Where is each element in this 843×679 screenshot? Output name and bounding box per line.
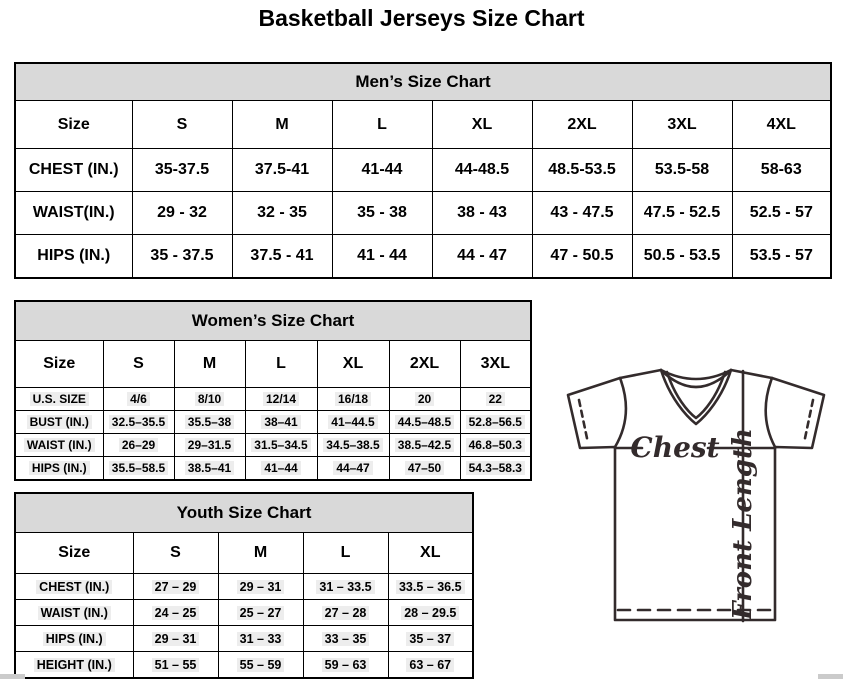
youth-header-row bbox=[15, 533, 473, 574]
size-cell: 38–41 bbox=[245, 411, 317, 434]
size-cell: 44–47 bbox=[317, 457, 389, 481]
womens-col-3xl: 3XL bbox=[460, 341, 531, 388]
youth-col-size: Size bbox=[15, 533, 133, 574]
size-cell: 35 - 38 bbox=[332, 192, 432, 235]
youth-chest-row bbox=[15, 574, 473, 600]
mens-waist-row bbox=[15, 192, 831, 235]
size-cell: 44.5–48.5 bbox=[389, 411, 460, 434]
size-cell: 38.5–41 bbox=[174, 457, 245, 481]
horizontal-scrollbar-right-button[interactable] bbox=[818, 674, 843, 679]
size-cell: 35.5–38 bbox=[174, 411, 245, 434]
mens-col-3xl: 3XL bbox=[632, 101, 732, 149]
size-cell: 63 – 67 bbox=[388, 652, 473, 679]
horizontal-scrollbar-thumb[interactable] bbox=[0, 674, 25, 679]
size-cell: 52.8–56.5 bbox=[460, 411, 531, 434]
size-cell: 47–50 bbox=[389, 457, 460, 481]
size-cell: 25 – 27 bbox=[218, 600, 303, 626]
size-cell: 4/6 bbox=[103, 388, 174, 411]
youth-size-chart-table bbox=[14, 492, 474, 679]
row-label: HIPS (IN.) bbox=[15, 235, 132, 279]
mens-col-4xl: 4XL bbox=[732, 101, 831, 149]
right-sleeve-seam bbox=[766, 378, 775, 447]
youth-hips-row bbox=[15, 626, 473, 652]
womens-waist-row bbox=[15, 434, 531, 457]
size-cell: 26–29 bbox=[103, 434, 174, 457]
jersey-measurement-diagram bbox=[558, 360, 836, 666]
left-cuff-dashed-line bbox=[579, 400, 588, 443]
womens-bust-row bbox=[15, 411, 531, 434]
size-cell: 41–44 bbox=[245, 457, 317, 481]
womens-col-s: S bbox=[103, 341, 174, 388]
row-label: WAIST(IN.) bbox=[15, 192, 132, 235]
row-label: HIPS (IN.) bbox=[15, 457, 103, 481]
size-cell: 35-37.5 bbox=[132, 149, 232, 192]
page-title: Basketball Jerseys Size Chart bbox=[258, 5, 585, 31]
size-cell: 38 - 43 bbox=[432, 192, 532, 235]
size-cell: 35 – 37 bbox=[388, 626, 473, 652]
row-label: U.S. SIZE bbox=[15, 388, 103, 411]
mens-hips-row bbox=[15, 235, 831, 279]
front-length-label: Front Length bbox=[728, 428, 758, 620]
row-label: HIPS (IN.) bbox=[15, 626, 133, 652]
size-cell: 37.5 - 41 bbox=[232, 235, 332, 279]
size-cell: 20 bbox=[389, 388, 460, 411]
mens-size-chart-table bbox=[14, 62, 832, 279]
size-cell: 41 - 44 bbox=[332, 235, 432, 279]
size-cell: 43 - 47.5 bbox=[532, 192, 632, 235]
youth-chart-title: Youth Size Chart bbox=[15, 493, 473, 533]
size-cell: 58-63 bbox=[732, 149, 831, 192]
size-cell: 24 – 25 bbox=[133, 600, 218, 626]
size-cell: 55 – 59 bbox=[218, 652, 303, 679]
size-cell: 16/18 bbox=[317, 388, 389, 411]
youth-col-s: S bbox=[133, 533, 218, 574]
womens-header-row bbox=[15, 341, 531, 388]
size-cell: 53.5-58 bbox=[632, 149, 732, 192]
womens-col-size: Size bbox=[15, 341, 103, 388]
size-cell: 8/10 bbox=[174, 388, 245, 411]
size-cell: 31.5–34.5 bbox=[245, 434, 317, 457]
size-cell: 44-48.5 bbox=[432, 149, 532, 192]
size-cell: 34.5–38.5 bbox=[317, 434, 389, 457]
size-cell: 29 - 32 bbox=[132, 192, 232, 235]
mens-chest-row bbox=[15, 149, 831, 192]
womens-hips-row bbox=[15, 457, 531, 481]
mens-col-2xl: 2XL bbox=[532, 101, 632, 149]
size-cell: 51 – 55 bbox=[133, 652, 218, 679]
size-cell: 35 - 37.5 bbox=[132, 235, 232, 279]
size-cell: 29 – 31 bbox=[133, 626, 218, 652]
mens-col-l: L bbox=[332, 101, 432, 149]
mens-col-m: M bbox=[232, 101, 332, 149]
size-cell: 27 – 28 bbox=[303, 600, 388, 626]
row-label: CHEST (IN.) bbox=[15, 149, 132, 192]
size-cell: 59 – 63 bbox=[303, 652, 388, 679]
mens-col-s: S bbox=[132, 101, 232, 149]
chest-label: Chest bbox=[630, 431, 720, 464]
size-cell: 52.5 - 57 bbox=[732, 192, 831, 235]
size-cell: 47.5 - 52.5 bbox=[632, 192, 732, 235]
womens-ussize-row bbox=[15, 388, 531, 411]
size-cell: 47 - 50.5 bbox=[532, 235, 632, 279]
jersey-outline bbox=[568, 370, 824, 620]
youth-col-m: M bbox=[218, 533, 303, 574]
youth-col-l: L bbox=[303, 533, 388, 574]
womens-col-m: M bbox=[174, 341, 245, 388]
mens-col-size: Size bbox=[15, 101, 132, 149]
size-cell: 35.5–58.5 bbox=[103, 457, 174, 481]
row-label: CHEST (IN.) bbox=[15, 574, 133, 600]
youth-height-row bbox=[15, 652, 473, 679]
size-cell: 29 – 31 bbox=[218, 574, 303, 600]
mens-chart-title: Men’s Size Chart bbox=[15, 63, 831, 101]
size-cell: 53.5 - 57 bbox=[732, 235, 831, 279]
youth-waist-row bbox=[15, 600, 473, 626]
left-sleeve-seam bbox=[615, 378, 626, 447]
size-cell: 33.5 – 36.5 bbox=[388, 574, 473, 600]
womens-col-l: L bbox=[245, 341, 317, 388]
size-cell: 31 – 33.5 bbox=[303, 574, 388, 600]
womens-col-xl: XL bbox=[317, 341, 389, 388]
womens-size-chart-table bbox=[14, 300, 532, 481]
size-cell: 41–44.5 bbox=[317, 411, 389, 434]
size-cell: 48.5-53.5 bbox=[532, 149, 632, 192]
womens-col-2xl: 2XL bbox=[389, 341, 460, 388]
size-cell: 12/14 bbox=[245, 388, 317, 411]
row-label: HEIGHT (IN.) bbox=[15, 652, 133, 679]
size-cell: 31 – 33 bbox=[218, 626, 303, 652]
size-cell: 22 bbox=[460, 388, 531, 411]
youth-col-xl: XL bbox=[388, 533, 473, 574]
size-cell: 38.5–42.5 bbox=[389, 434, 460, 457]
row-label: WAIST (IN.) bbox=[15, 600, 133, 626]
size-cell: 46.8–50.3 bbox=[460, 434, 531, 457]
size-cell: 32.5–35.5 bbox=[103, 411, 174, 434]
womens-chart-title: Women’s Size Chart bbox=[15, 301, 531, 341]
mens-col-xl: XL bbox=[432, 101, 532, 149]
size-cell: 54.3–58.3 bbox=[460, 457, 531, 481]
size-cell: 44 - 47 bbox=[432, 235, 532, 279]
size-cell: 29–31.5 bbox=[174, 434, 245, 457]
right-cuff-dashed-line bbox=[804, 400, 813, 443]
row-label: WAIST (IN.) bbox=[15, 434, 103, 457]
size-cell: 41-44 bbox=[332, 149, 432, 192]
size-cell: 50.5 - 53.5 bbox=[632, 235, 732, 279]
size-cell: 37.5-41 bbox=[232, 149, 332, 192]
row-label: BUST (IN.) bbox=[15, 411, 103, 434]
size-cell: 32 - 35 bbox=[232, 192, 332, 235]
mens-header-row bbox=[15, 101, 831, 149]
size-cell: 27 – 29 bbox=[133, 574, 218, 600]
size-cell: 28 – 29.5 bbox=[388, 600, 473, 626]
size-cell: 33 – 35 bbox=[303, 626, 388, 652]
